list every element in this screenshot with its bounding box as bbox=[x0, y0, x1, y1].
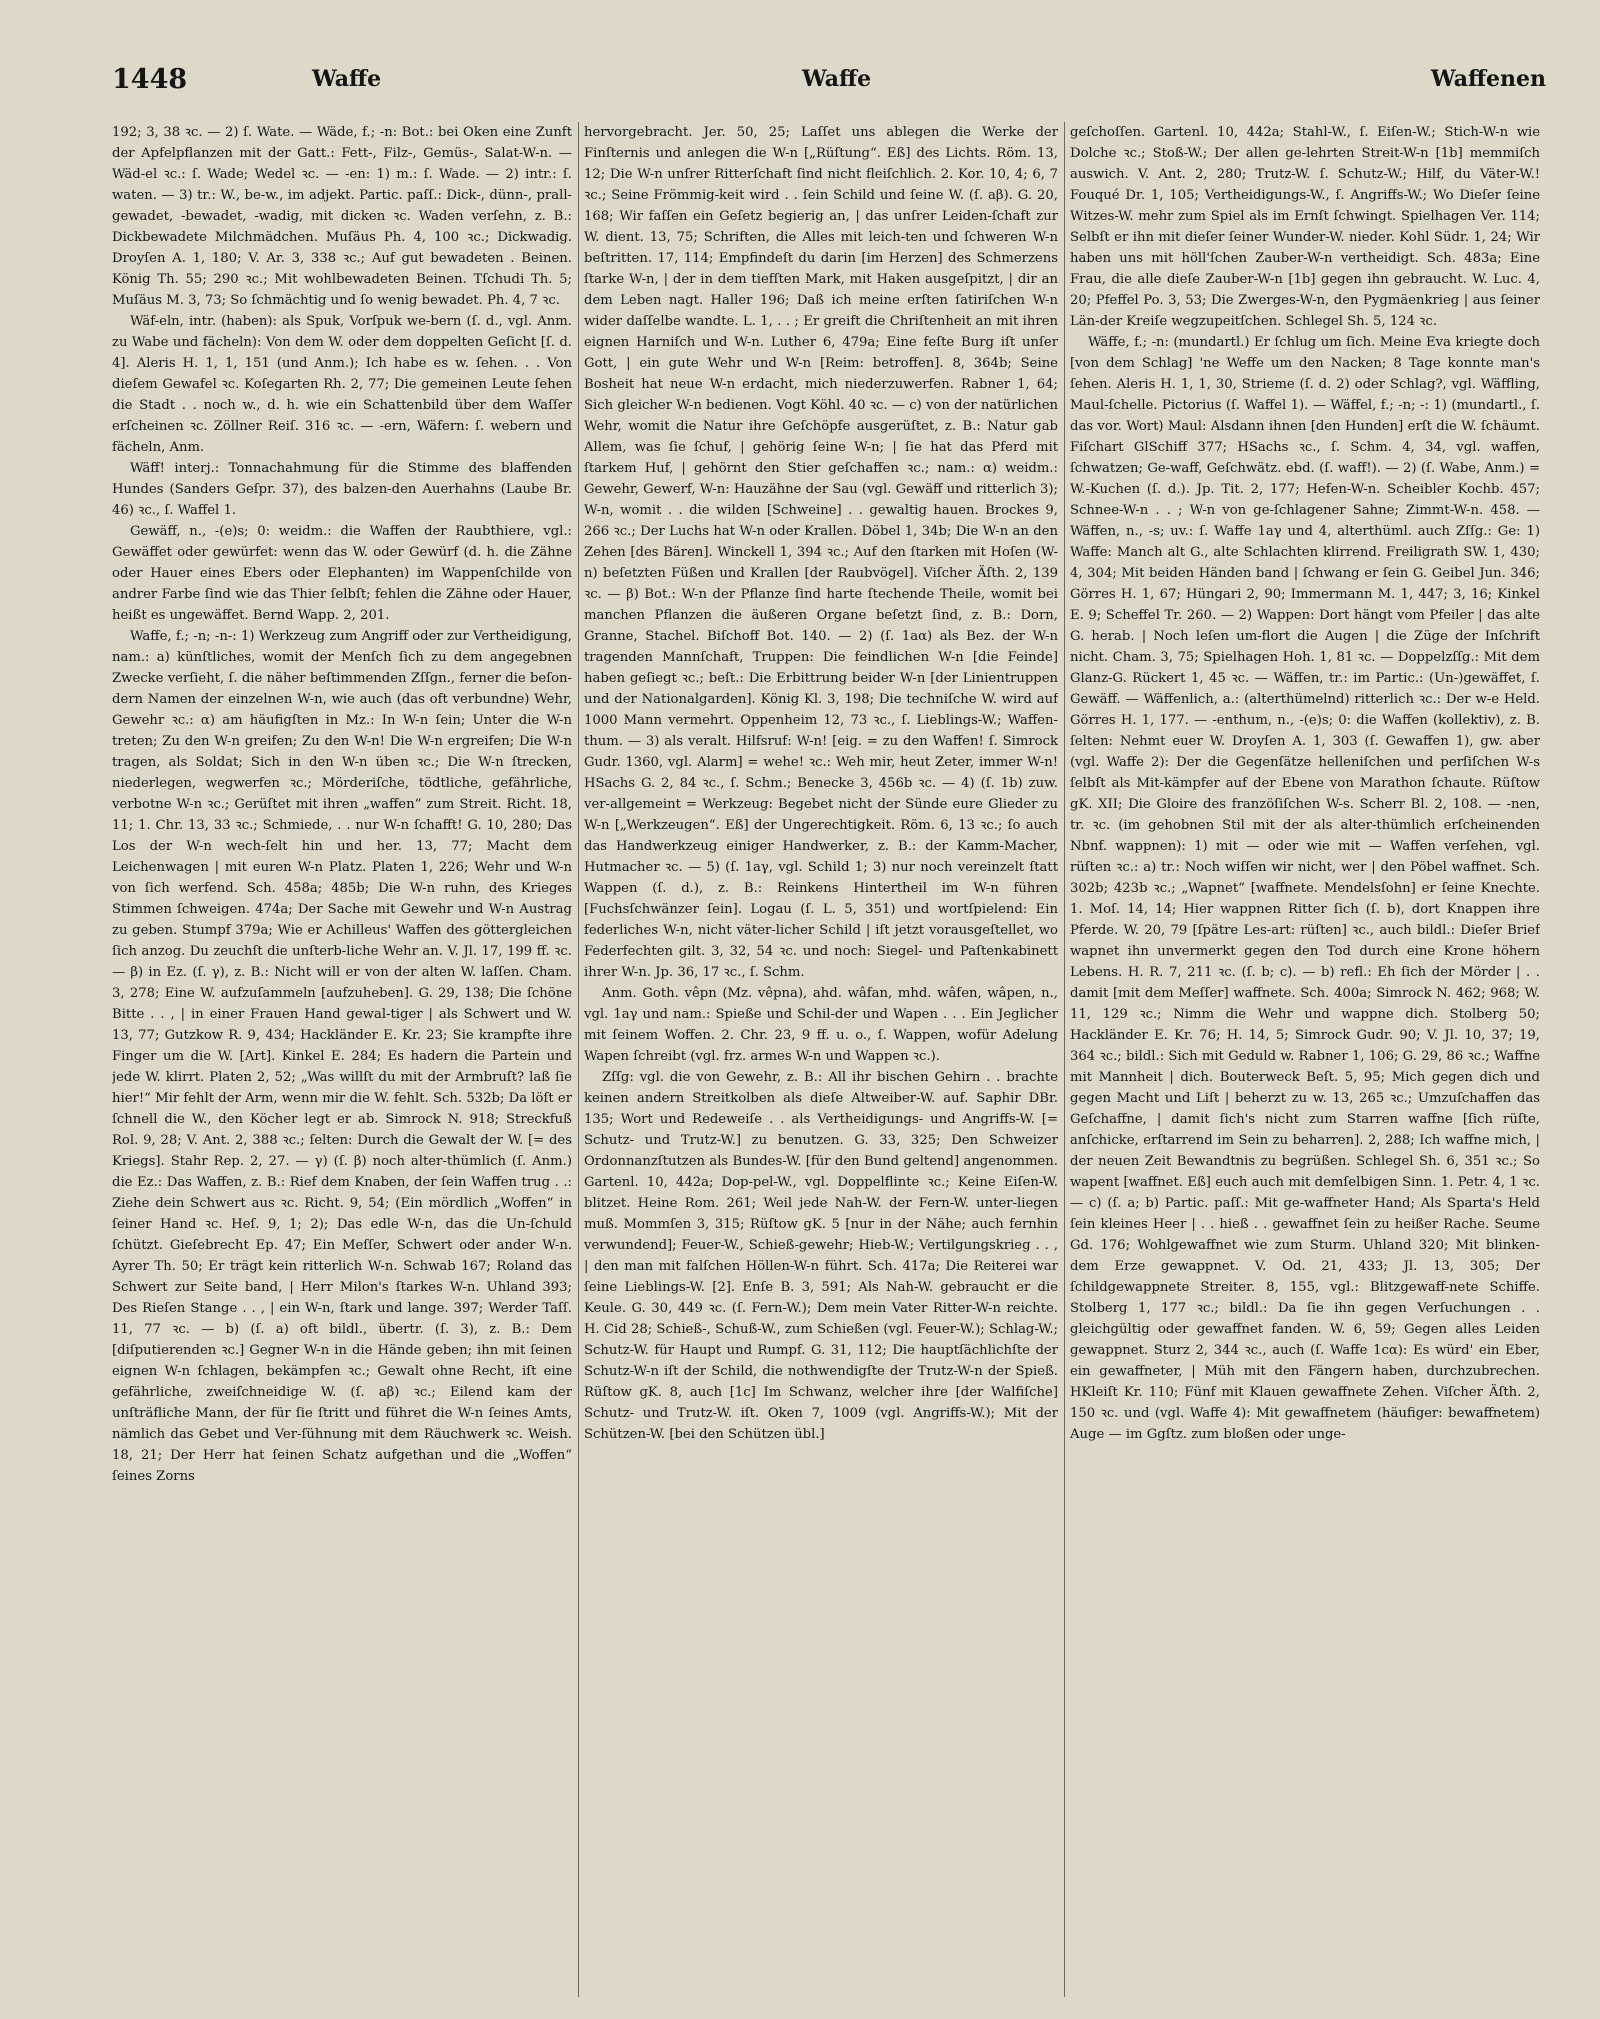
text-column-3 bbox=[1070, 122, 1540, 2001]
entry-paragraph: Wäff! interj.: Tonnachahmung für die Stimme des blaffenden Hundes (Sanders Geſpr. 37), des balzen-den Auerhahns (Laube Br. 46) ꝛc., ſ. Waffel 1. bbox=[112, 461, 572, 518]
text-column-1 bbox=[112, 122, 572, 2001]
entry-paragraph: hervorgebracht. Jer. 50, 25; Laſſet uns ablegen die Werke der Finſternis und anlegen die W-n [„Rüſtung“. Eß] des Lichts. Röm. 13, 12; Die W-n unſrer Ritterſchaft ſind nicht fleiſchlich. 2. Kor. 10, 4; 6, 7 ꝛc.; Seine Frömmig-keit wird . . ſein Schild und ſeine W. (ſ. aβ). G. 20, 168; Wir faſſen ein Geſetz begierig an, | das unſrer Leiden-ſchaft zur W. dient. 13, 75; Schriften, die Alles mit leich-ten und ſchweren W-n beſtritten. 17, 114; Empfindeſt du darin [im Herzen] des Schmerzens ſtarke W-n, | der in dem tiefſten Mark, mit Haken ausgeſpitzt, | dir an dem Leben nagt. Haller 196; Daß ich meine erſten ſatiriſchen W-n wider daſſelbe wandte. L. 1, . . ; Er greift die Chriſtenheit an mit ihren eignen Harniſch und W-n. Luther 6, 479a; Eine feſte Burg iſt unſer Gott, | ein gute Wehr und W-n [Reim: betroffen]. 8, 364b; Seine Bosheit hat neue W-n erdacht, mich niederzuwerfen. Rabner 1, 64; Sich gleicher W-n bedienen. Vogt Köhl. 40 ꝛc. — c) von der natürlichen Wehr, womit die Natur ihre Geſchöpfe ausgerüſtet, z. B.: Natur gab Allem, was ſie ſchuf, | gehörig ſeine W-n; | ſie hat das Pferd mit ſtarkem Huf, | gehörnt den Stier geſchaffen ꝛc.; nam.: α) weidm.: Gewehr, Gewerf, W-n: Hauzähne der Sau (vgl. Gewäff und ritterlich 3); W-n, womit . . die wilden [Schweine] . . gewaltig hauen. Brockes 9, 266 ꝛc.; Der Luchs hat W-n oder Krallen. Döbel 1, 34b; Die W-n an den Zehen [des Bären]. Winckell 1, 394 ꝛc.; Auf den ſtarken mit Hoſen (W-n) beſetzten Füßen und Krallen [der Raubvögel]. Viſcher Äſth. 2, 139 ꝛc. — β) Bot.: W-n der Pflanze ſind harte ſtechende Theile, womit bei manchen Pflanzen die äußeren Organe beſetzt ſind, z. B.: Dorn, Granne, Stachel. Biſchoff Bot. 140. — 2) (ſ. 1aα) als Bez. der W-n tragenden Mannſchaft, Truppen: Die feindlichen W-n [die Feinde] haben geſiegt ꝛc.; beſt.: Die Erbittrung beider W-n [der Linientruppen und der Nationalgarden]. König Kl. 3, 198; Die techniſche W. wird auf 1000 Mann vermehrt. Oppenheim 12, 73 ꝛc., ſ. Lieblings-W.; Waffen-thum. — 3) als veralt. Hilfsruf: W-n! [eig. = zu den Waffen! ſ. Simrock Gudr. 1360, vgl. Alarm] = wehe! ꝛc.: Weh mir, heut Zeter, immer W-n! HSachs G. 2, 84 ꝛc., ſ. Schm.; Benecke 3, 456b ꝛc. — 4) (ſ. 1b) zuw. ver-allgemeint = Werkzeug: Begebet nicht der Sünde eure Glieder zu W-n [„Werkzeugen“. Eß] der Ungerechtigkeit. Röm. 6, 13 ꝛc.; ſo auch das Handwerkzeug einiger Handwerker, z. B.: der Kamm-Macher, Hutmacher ꝛc. — 5) (ſ. 1aγ, vgl. Schild 1; 3) nur noch vereinzelt ſtatt Wappen (ſ. d.), z. B.: Reinkens Hintertheil im W-n führen [Fuchsſchwänzer ſein]. Logau (ſ. L. 5, 351) und wortſpielend: Ein federliches W-n, nicht väter-licher Schild | iſt jetzt vorausgeſtellet, wo Federfechten gilt. 3, 32, 54 ꝛc. und noch: Siegel- und Paſtenkabinett ihrer W-n. Jp. 36, 17 ꝛc., ſ. Schm. bbox=[584, 125, 1058, 980]
entry-paragraph: Anm. Goth. vêpn (Mz. vêpna), ahd. wâfan, mhd. wâfen, wâpen, n., vgl. 1aγ und nam.: Spieße und Schil-der und Wapen . . . Ein Jeglicher mit ſeinem Woffen. 2. Chr. 23, 9 ff. u. o., ſ. Wappen, wofür Adelung Wapen ſchreibt (vgl. frz. armes W-n und Wappen ꝛc.). bbox=[584, 986, 1058, 1064]
column-rule bbox=[578, 122, 579, 1997]
entry-paragraph: Wäffe, f.; -n: (mundartl.) Er ſchlug um ſich. Meine Eva kriegte doch [von dem Schlag] 'ne Weffe um den Nacken; 8 Tage konnte man's ſehen. Aleris H. 1, 1, 30, Strieme (ſ. d. 2) oder Schlag?, vgl. Wäffling, Maul-ſchelle. Pictorius (ſ. Waffel 1). — Wäffel, f.; -n; -: 1) (mundartl., ſ. das vor. Wort) Maul: Alsdann ihnen [den Hunden] erſt die W. ſchäumt. Fiſchart GlSchiff 377; HSachs ꝛc., ſ. Schm. 4, 34, vgl. waffen, ſchwatzen; Ge-waff, Geſchwätz. ebd. (ſ. waff!). — 2) (ſ. Wabe, Anm.) = W.-Kuchen (ſ. d.). Jp. Tit. 2, 177; Hefen-W-n. Scheibler Kochb. 457; Schnee-W-n . . ; W-n von ge-ſchlagener Sahne; Zimmt-W-n. 458. — Wäffen, n., -s; uv.: ſ. Waffe 1aγ und 4, alterthüml. auch Zſſg.: Ge: 1) Waffe: Manch alt G., alte Schlachten klirrend. Freiligrath SW. 1, 430; 4, 304; Mit beiden Händen band | ſchwang er ſein G. Geibel Jun. 346; Görres H. 1, 67; Hüngari 2, 90; Immermann M. 1, 447; 3, 16; Kinkel E. 9; Scheffel Tr. 260. — 2) Wappen: Dort hängt vom Pfeiler | das alte G. herab. | Noch leſen um-flort die Augen | die Züge der Inſchrift nicht. Cham. 3, 75; Spielhagen Hoh. 1, 81 ꝛc. — Doppelzſſg.: Mit dem Glanz-G. Rückert 1, 45 ꝛc. — Wäffen, tr.: im Partic.: (Un-)gewäffet, ſ. Gewäff. — Wäffenlich, a.: (alterthümelnd) ritterlich ꝛc.: Der w-e Held. Görres H. 1, 177. — -enthum, n., -(e)s; 0: die Waffen (kollektiv), z. B. ſelten: Nehmt euer W. Droyſen A. 1, 303 (ſ. Gewaffen 1), gw. aber (vgl. Waffe 2): Der die Gegenſätze helleniſchen und perſiſchen W-s ſelbſt als Mit-kämpfer auf der Ebene von Marathon ſchaute. Rüſtow gK. XII; Die Gloire des franzöſiſchen W-s. Scherr Bl. 2, 108. — -nen, tr. ꝛc. (im gehobnen Stil mit der als alter-thümlich erſcheinenden Nbnf. wappnen): 1) mit — oder wie mit — Waffen verſehen, vgl. rüſten ꝛc.: a) tr.: Noch wiſſen wir nicht, wer | den Pöbel waffnet. Sch. 302b; 423b ꝛc.; „Wapnet“ [waffnete. Mendelsſohn] er ſeine Knechte. 1. Moſ. 14, 14; Hier wappnen Ritter ſich (ſ. b), dort Knappen ihre Pferde. W. 20, 79 [ſpätre Les-art: rüſten] ꝛc., auch bildl.: Dieſer Brief wapnet ihn unvermerkt gegen den Tod durch eine Krone höhern Lebens. H. R. 7, 211 ꝛc. (ſ. b; c). — b) refl.: Eh ſich der Mörder | . . damit [mit dem Meſſer] waffnete. Sch. 400a; Simrock N. 462; 968; W. 11, 129 ꝛc.; Nimm die Wehr und wappne dich. Stolberg 50; Hackländer E. Kr. 76; H. 14, 5; Simrock Gudr. 90; V. Jl. 10, 37; 19, 364 ꝛc.; bildl.: Sich mit Geduld w. Rabner 1, 106; G. 29, 86 ꝛc.; Waffne mit Mannheit | dich. Bouterweck Beſt. 5, 95; Mich gegen dich und gegen Macht und Liſt | beherzt zu w. 13, 265 ꝛc.; Umzuſchaffen das Geſchaffne, | damit ſich's nicht zum Starren waffne [ſich rüſte, anſchicke, erſtarrend im Sein zu beharren]. 2, 288; Ich waffne mich, | der neuen Zeit Bewandtnis zu begrüßen. Schlegel Sh. 6, 351 ꝛc.; So wapent [waffnet. Eß] euch auch mit demſelbigen Sinn. 1. Petr. 4, 1 ꝛc. — c) (ſ. a; b) Partic. paſſ.: Mit ge-waffneter Hand; Als Sparta's Held ſein kleines Heer | . . hieß . . gewaffnet ſein zu heißer Rache. Seume Gd. 176; Wohlgewaffnet wie zum Sturm. Uhland 320; Mit blinken-dem Erze gewappnet. V. Od. 21, 433; Jl. 13, 305; Der ſchildgewappnete Streiter. 8, 155, vgl.: Blitzgewaff-nete Schiffe. Stolberg 1, 177 ꝛc.; bildl.: Da ſie ihn gegen Verſuchungen . . gleichgültig oder gewaffnet fanden. W. 6, 59; Gegen alles Leiden gewappnet. Sturz 2, 344 ꝛc., auch (ſ. Waffe 1cα): Es würd' ein Eber, ein gewaffneter, | Müh mit den Fängern haben, durchzubrechen. HKleiſt Kr. 110; Fünf mit Klauen gewaffnete Zehen. Viſcher Äſth. 2, 150 ꝛc. und (vgl. Waffe 4): Mit gewaffnetem (häufiger: bewaffnetem) Auge — im Ggſtz. zum bloßen oder unge- bbox=[1070, 335, 1540, 1442]
entry-paragraph: Zſſg: vgl. die von Gewehr, z. B.: All ihr bischen Gehirn . . brachte keinen andern Streitkolben als dieſe Altweiber-W. auf. Saphir DBr. 135; Wort und Redeweiſe . . als Vertheidigungs- und Angriffs-W. [= Schutz- und Trutz-W.] zu benutzen. G. 33, 325; Den Schweizer Ordonnanzſtutzen als Bundes-W. [für den Bund geltend] angenommen. Gartenl. 10, 442a; Dop-pel-W., vgl. Doppelflinte ꝛc.; Keine Eiſen-W. blitzet. Heine Rom. 261; Weil jede Nah-W. der Fern-W. unter-liegen muß. Mommſen 3, 315; Rüſtow gK. 5 [nur in der Nähe; auch fernhin verwundend]; Feuer-W., Schieß-gewehr; Hieb-W.; Vertilgungskrieg . . , | den man mit falſchen Höllen-W-n führt. Sch. 417a; Die Reiterei war ſeine Lieblings-W. [2]. Enſe B. 3, 591; Als Nah-W. gebraucht er die Keule. G. 30, 449 ꝛc. (ſ. Fern-W.); Dem mein Vater Ritter-W-n reichte. H. Cid 28; Schieß-, Schuß-W., zum Schießen (vgl. Feuer-W.); Schlag-W.; Schutz-W. für Haupt und Rumpf. G. 31, 112; Die hauptſächlichſte der Schutz-W-n iſt der Schild, die nothwendigſte der Trutz-W-n der Spieß. Rüſtow gK. 8, auch [1c] Im Schwanz, welcher ihre [der Walfiſche] Schutz- und Trutz-W. iſt. Oken 7, 1009 (vgl. Angriffs-W.); Mit der Schützen-W. [bei den Schützen übl.] bbox=[584, 1070, 1058, 1442]
center-running-headword: Waffe bbox=[802, 66, 872, 92]
entry-paragraph: Waffe, f.; -n; -n-: 1) Werkzeug zum Angriff oder zur Vertheidigung, nam.: a) künſtliches, womit der Menſch ſich zu dem angegebnen Zwecke verſieht, ſ. die näher beſtimmenden Zſſgn., ferner die beſon-dern Namen der einzelnen W-n, wie auch (das oft verbundne) Wehr, Gewehr ꝛc.: α) am häufigſten in Mz.: In W-n ſein; Unter die W-n treten; Zu den W-n greifen; Zu den W-n! Die W-n ergreifen; Die W-n tragen, als Soldat; Sich in den W-n üben ꝛc.; Die W-n ſtrecken, niederlegen, wegwerfen ꝛc.; Mörderiſche, tödtliche, gefährliche, verbotne W-n ꝛc.; Gerüſtet mit ihren „waffen“ zum Streit. Richt. 18, 11; 1. Chr. 13, 33 ꝛc.; Schmiede, . . nur W-n ſchafft! G. 10, 280; Das Los der W-n wech-ſelt hin und her. 13, 77; Macht dem Leichenwagen | mit euren W-n Platz. Platen 1, 226; Wehr und W-n von ſich werfend. Sch. 458a; 485b; Die W-n ruhn, des Krieges Stimmen ſchweigen. 474a; Der Sache mit Gewehr und W-n Austrag zu geben. Stumpf 379a; Wie er Achilleus' Waffen des göttergleichen ſich anzog. Du zeuchſt die unſterb-liche Wehr an. V. Jl. 17, 199 ff. ꝛc. — β) in Ez. (ſ. γ), z. B.: Nicht will er von der alten W. laſſen. Cham. 3, 278; Eine W. aufzuſammeln [aufzuheben]. G. 29, 138; Die ſchöne Bitte . . , | in einer Frauen Hand gewal-tiger | als Schwert und W. 13, 77; Gutzkow R. 9, 434; Hackländer E. Kr. 23; Sie krampfte ihre Finger um die W. [Art]. Kinkel E. 284; Es hadern die Partein und jede W. klirrt. Platen 2, 52; „Was willſt du mit der Armbruſt? laß ſie hier!“ Mir fehlt der Arm, wenn mir die W. fehlt. Sch. 532b; Da löſt er ſchnell die W., den Köcher legt er ab. Simrock N. 918; Streckfuß Rol. 9, 28; V. Ant. 2, 388 ꝛc.; ſelten: Durch die Gewalt der W. [= des Kriegs]. Stahr Rep. 2, 27. — γ) (ſ. β) noch alter-thümlich (ſ. Anm.) die Ez.: Das Waffen, z. B.: Rief dem Knaben, der ſein Waffen trug . .: Ziehe dein Schwert aus ꝛc. Richt. 9, 54; (Ein mördlich „Woffen“ in ſeiner Hand ꝛc. Heſ. 9, 1; 2); Das edle W-n, das die Un-ſchuld ſchützt. Gieſebrecht Ep. 47; Ein Meſſer, Schwert oder ander W-n. Ayrer Th. 50; Er trägt kein ritterlich W-n. Schwab 167; Roland das Schwert zur Seite band, | Herr Milon's ſtarkes W-n. Uhland 393; Des Rieſen Stange . . , | ein W-n, ſtark und lange. 397; Werder Taſſ. 11, 77 ꝛc. — b) (ſ. a) oft bildl., übertr. (ſ. 3), z. B.: Dem [diſputierenden ꝛc.] Gegner W-n in die Hände geben; ihn mit ſeinen eignen W-n ſchlagen, bekämpfen ꝛc.; Gewalt ohne Recht, iſt eine gefährliche, zweiſchneidige W. (ſ. aβ) ꝛc.; Eilend kam der unſträfliche Mann, der für ſie ſtritt und führet die W-n ſeines Amts, nämlich das Gebet und Ver-ſühnung mit dem Räuchwerk ꝛc. Weish. 18, 21; Der Herr hat ſeinen Schatz aufgethan und die „Woffen“ ſeines Zorns bbox=[112, 629, 572, 1484]
entry-paragraph: geſchoſſen. Gartenl. 10, 442a; Stahl-W., ſ. Eiſen-W.; Stich-W-n wie Dolche ꝛc.; Stoß-W.; Der allen ge-lehrten Streit-W-n [1b] memmiſch auswich. V. Ant. 2, 280; Trutz-W. ſ. Schutz-W.; Hilf, du Väter-W.! Fouqué Dr. 1, 105; Vertheidigungs-W., ſ. Angriffs-W.; Wo Dieſer ſeine Witzes-W. mehr zum Spiel als im Ernſt ſchwingt. Spielhagen Ver. 114; Selbſt er ihn mit dieſer ſeiner Wunder-W. nieder. Kohl Südr. 1, 24; Wir haben uns mit höll'ſchen Zauber-W-n vertheidigt. Sch. 483a; Eine Frau, die alle dieſe Zauber-W-n [1b] gegen ihn gebraucht. W. Luc. 4, 20; Pfeffel Po. 3, 53; Die Zwerges-W-n, den Pygmäenkrieg | aus ſeiner Län-der Kreiſe wegzupeitſchen. Schlegel Sh. 5, 124 ꝛc. bbox=[1070, 125, 1540, 329]
entry-paragraph: 192; 3, 38 ꝛc. — 2) ſ. Wate. — Wäde, f.; -n: Bot.: bei Oken eine Zunft der Apfelpflanzen mit der Gatt.: Fett-, Filz-, Gemüs-, Salat-W-n. — Wäd-el ꝛc.: ſ. Wade; Wedel ꝛc. — -en: 1) m.: ſ. Wade. — 2) intr.: ſ. waten. — 3) tr.: W., be-w., im adjekt. Partic. paſſ.: Dick-, dünn-, prall-gewadet, -bewadet, -wadig, mit dicken ꝛc. Waden verſehn, z. B.: Dickbewadete Milchmädchen. Muſäus Ph. 4, 100 ꝛc.; Dickwadig. Droyſen A. 1, 180; V. Ar. 3, 338 ꝛc.; Auf gut bewadeten . Beinen. König Th. 55; 290 ꝛc.; Mit wohlbewadeten Beinen. Tſchudi Th. 5; Muſäus M. 3, 73; So ſchmächtig und ſo wenig bewadet. Ph. 4, 7 ꝛc. bbox=[112, 125, 572, 308]
entry-paragraph: Gewäff, n., -(e)s; 0: weidm.: die Waffen der Raubthiere, vgl.: Gewäffet oder gewürfet: wenn das W. oder Gewürf (d. h. die Zähne oder Hauer eines Ebers oder Elephanten) im Wappenſchilde von andrer Farbe ſind wie das Thier ſelbſt; fehlen die Zähne oder Hauer, heißt es ungewäffet. Bernd Wapp. 2, 201. bbox=[112, 524, 572, 623]
page-header bbox=[112, 62, 1568, 102]
left-running-headword: Waffe bbox=[312, 66, 382, 92]
entry-paragraph: Wäf-eln, intr. (haben): als Spuk, Vorſpuk we-bern (ſ. d., vgl. Anm. zu Wabe und fächeln): Von dem W. oder dem doppelten Geſicht [ſ. d. 4]. Aleris H. 1, 1, 151 (und Anm.); Ich habe es w. ſehen. . . Von dieſem Gewafel ꝛc. Koſegarten Rh. 2, 77; Die gemeinen Leute ſehen die Stadt . . noch w., d. h. wie ein Schattenbild über dem Waſſer erſcheinen ꝛc. Zöllner Reiſ. 316 ꝛc. — -ern, Wäfern: ſ. webern und fächeln, Anm. bbox=[112, 314, 572, 455]
column-rule bbox=[1064, 122, 1065, 1997]
page-number: 1448 bbox=[112, 64, 188, 95]
text-column-2 bbox=[584, 122, 1058, 2001]
right-running-headword: Waffenen bbox=[1430, 66, 1546, 92]
